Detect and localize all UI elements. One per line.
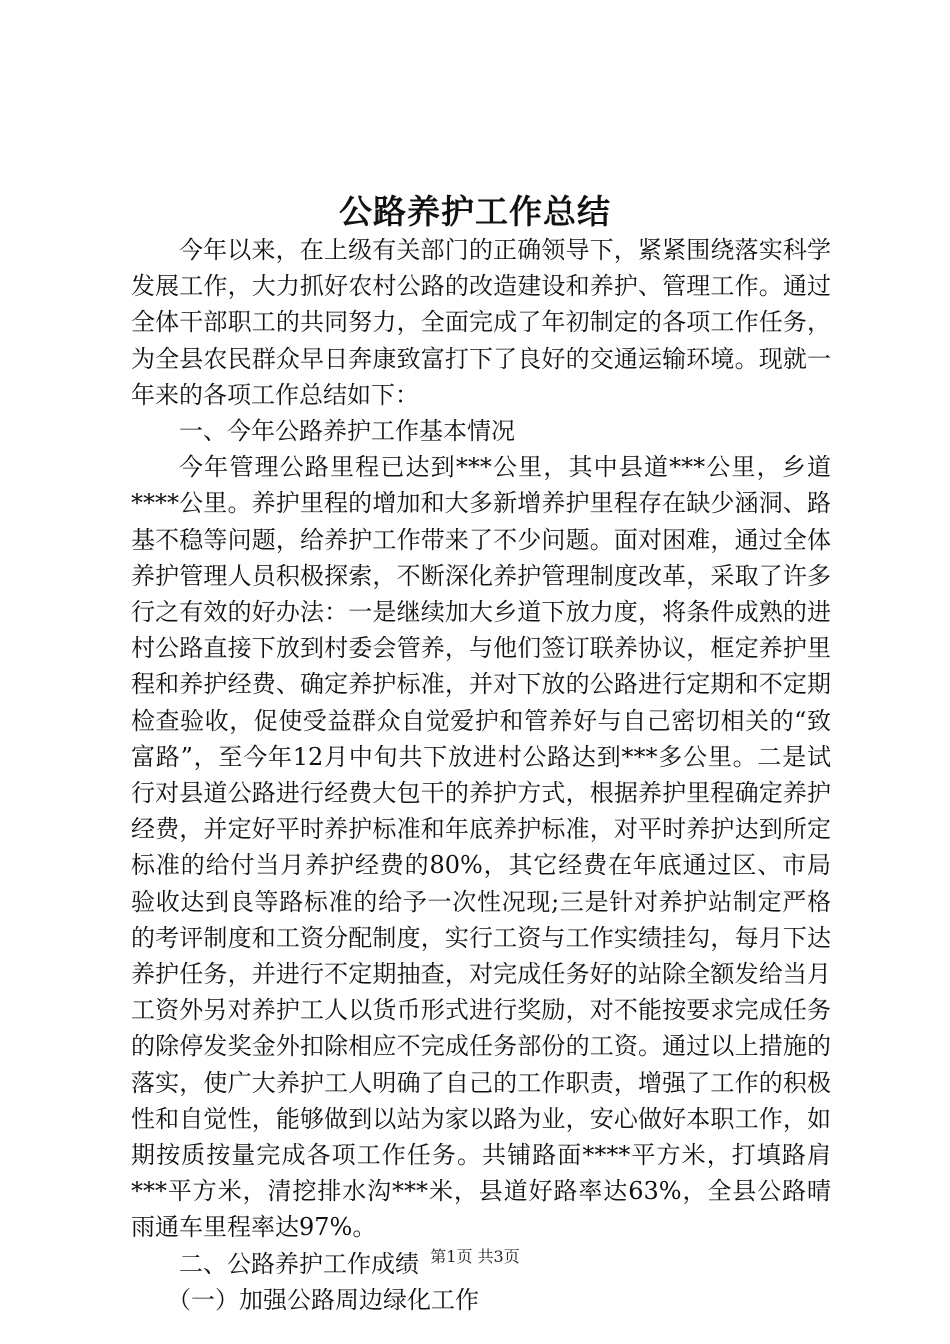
section-1-heading: 一、今年公路养护工作基本情况 — [179, 417, 515, 446]
section-2-heading: 二、公路养护工作成绩 — [179, 1249, 419, 1278]
section-1-paragraph: 今年管理公路里程已达到***公里，其中县道***公里，乡道****公里。养护里程的增加和大多新增养护里程存在缺少涵洞、路基不稳等问题，给养护工作带来了不少问题。面对困难，通过全体养护管理人员积极探索，不断深化养护管理制度改革，采取了许多行之有效的好办法：一是继续加大乡道下放力度，将条件成熟的进村公路直接下放到村委会管养，与他们签订联养协议，框定养护里程和养护经费、确定养护标准，并对下放的公路进行定期和不定期检查验收，促使受益群众自觉爱护和管养好与自己密切相关的“致富路”，至今年12月中旬共下放进村公路达到***多公里。二是试行对县道公路进行经费大包干的养护方式，根据养护里程确定养护经费，并定好平时养护标准和年底养护标准，对平时养护达到所定标准的给付当月养护经费的80%，其它经费在年底通过区、市局验收达到良等路标准的给予一次性况现;三是针对养护站制定严格的考评制度和工资分配制度，实行工资与工作实绩挂勾，每月下达养护任务，并进行不定期抽查，对完成任务好的站除全额发给当月工资外另对养护工人以货币形式进行奖励，对不能按要求完成任务的除停发奖金外扣除相应不完成任务部份的工资。通过以上措施的落实，使广大养护工人明确了自己的工作职责，增强了工作的积极性和自觉性，能够做到以站为家以路为业，安心做好本职工作，如期按质按量完成各项工作任务。共铺路面****平方米，打填路肩***平方米，清挖排水沟***米，县道好路率达63%，全县公路晴雨通车里程率达97%。 — [131, 453, 831, 1242]
section-2-subheading-1: （一）加强公路周边绿化工作 — [167, 1285, 479, 1314]
document-title: 公路养护工作总结 — [339, 192, 611, 231]
document-body — [131, 232, 831, 1318]
intro-paragraph: 今年以来，在上级有关部门的正确领导下，紧紧围绕落实科学发展工作，大力抓好农村公路的改造建设和养护、管理工作。通过全体干部职工的共同努力，全面完成了年初制定的各项工作任务，为全县农民群众早日奔康致富打下了良好的交通运输环境。现就一年来的各项工作总结如下： — [131, 236, 831, 409]
page-number-footer: 第1页 共3页 — [430, 1247, 520, 1266]
